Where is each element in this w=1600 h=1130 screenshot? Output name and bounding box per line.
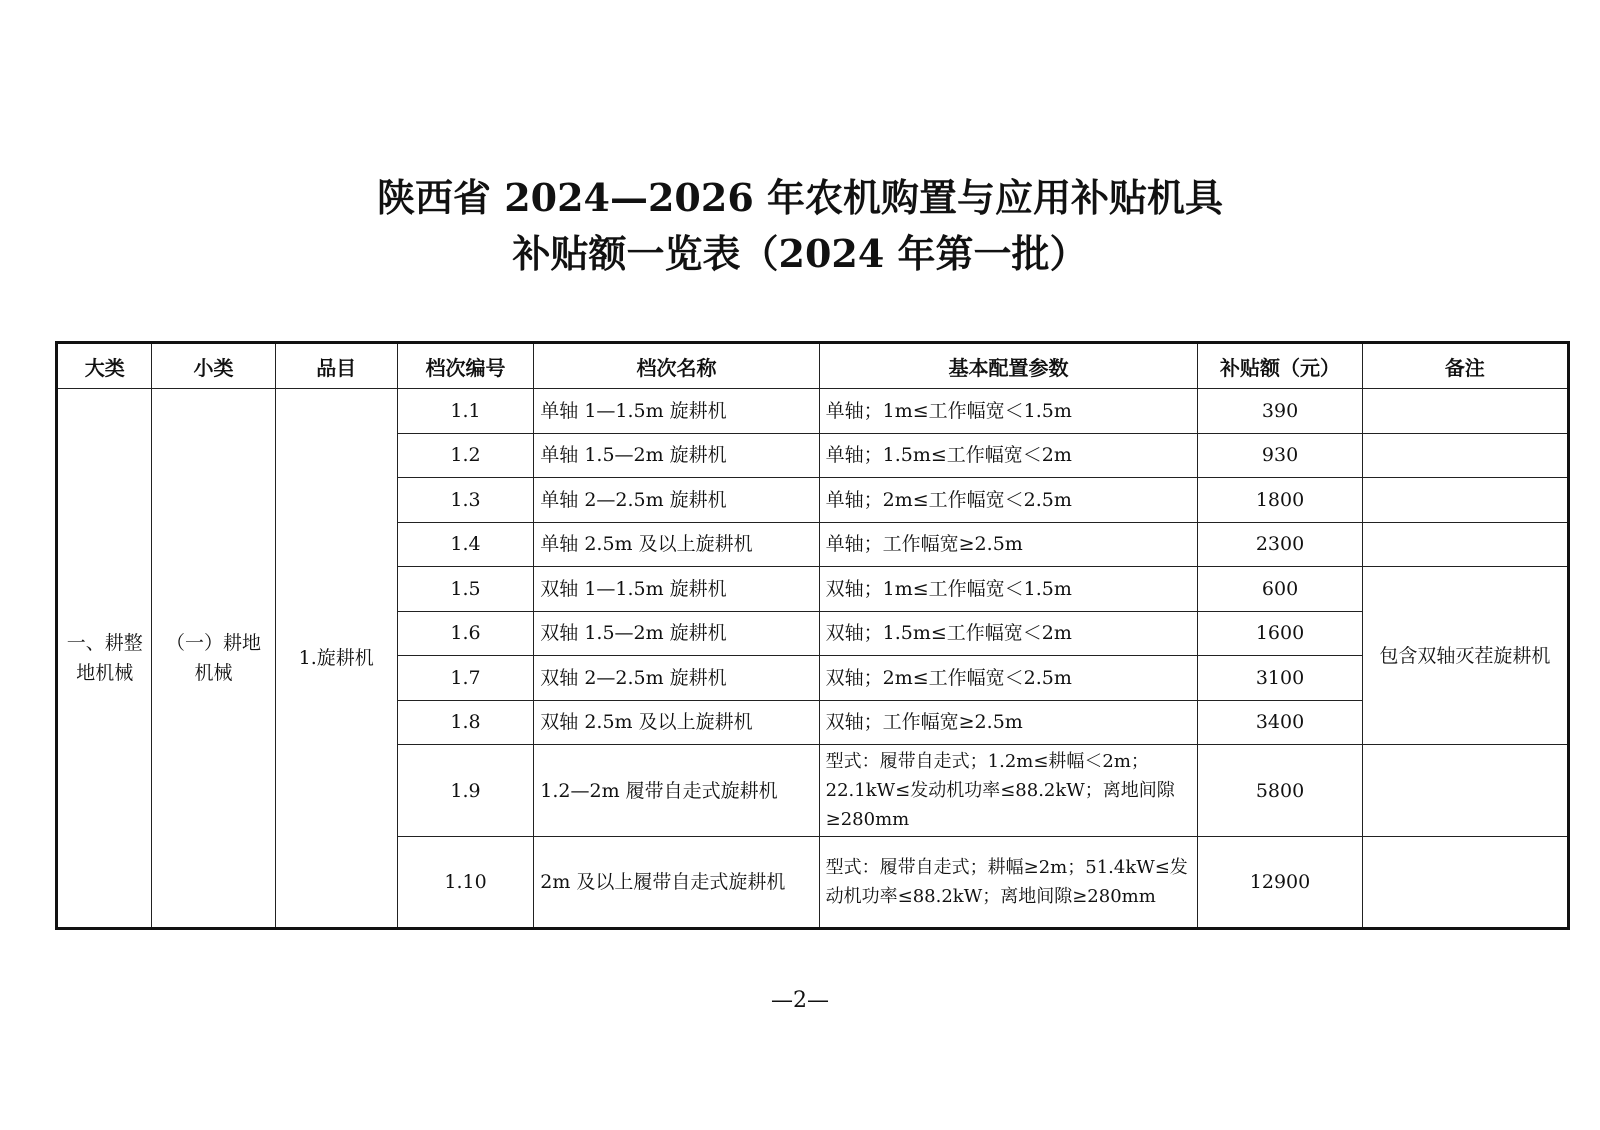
grade-params: 单轴；1.5m≤工作幅宽＜2m [819, 433, 1198, 478]
grade-name: 双轴 1—1.5m 旋耕机 [534, 567, 819, 612]
grade-name: 双轴 1.5—2m 旋耕机 [534, 611, 819, 656]
item-cell: 1.旋耕机 [275, 389, 397, 929]
grade-code: 1.2 [397, 433, 534, 478]
header-grade-code: 档次编号 [397, 343, 534, 389]
subsidy-table [55, 341, 1570, 930]
grade-code: 1.6 [397, 611, 534, 656]
grade-params: 双轴；2m≤工作幅宽＜2.5m [819, 656, 1198, 701]
remark-cell [1362, 522, 1568, 567]
table-row [57, 389, 1569, 434]
subsidy-amount: 1800 [1198, 478, 1362, 523]
subsidy-amount: 2300 [1198, 522, 1362, 567]
grade-name: 双轴 2.5m 及以上旋耕机 [534, 700, 819, 745]
subsidy-amount: 3400 [1198, 700, 1362, 745]
subcategory-cell: （一）耕地机械 [152, 389, 275, 929]
grade-name: 单轴 2.5m 及以上旋耕机 [534, 522, 819, 567]
grade-params: 型式：履带自走式；耕幅≥2m；51.4kW≤发动机功率≤88.2kW；离地间隙≥280mm [819, 837, 1198, 929]
subsidy-amount: 3100 [1198, 656, 1362, 701]
remark-cell [1362, 745, 1568, 837]
grade-name: 单轴 1.5—2m 旋耕机 [534, 433, 819, 478]
category-cell: 一、耕整地机械 [57, 389, 152, 929]
grade-code: 1.5 [397, 567, 534, 612]
grade-name: 1.2—2m 履带自走式旋耕机 [534, 745, 819, 837]
header-item: 品目 [275, 343, 397, 389]
header-subsidy: 补贴额（元） [1198, 343, 1362, 389]
grade-params: 单轴；2m≤工作幅宽＜2.5m [819, 478, 1198, 523]
subsidy-amount: 390 [1198, 389, 1362, 434]
table-header-row [57, 343, 1569, 389]
header-remark: 备注 [1362, 343, 1568, 389]
header-subcategory: 小类 [152, 343, 275, 389]
grade-params: 双轴；1.5m≤工作幅宽＜2m [819, 611, 1198, 656]
header-params: 基本配置参数 [819, 343, 1198, 389]
page-number: —2— [771, 988, 829, 1013]
title-line-1: 陕西省 2024—2026 年农机购置与应用补贴机具 [377, 175, 1223, 220]
title-line-2: 补贴额一览表（2024 年第一批） [512, 231, 1088, 276]
grade-name: 单轴 1—1.5m 旋耕机 [534, 389, 819, 434]
subsidy-amount: 5800 [1198, 745, 1362, 837]
subsidy-amount: 600 [1198, 567, 1362, 612]
grade-name: 单轴 2—2.5m 旋耕机 [534, 478, 819, 523]
grade-params: 单轴；工作幅宽≥2.5m [819, 522, 1198, 567]
grade-params: 型式：履带自走式；1.2m≤耕幅＜2m；22.1kW≤发动机功率≤88.2kW；离地间隙≥280mm [819, 745, 1198, 837]
header-category: 大类 [57, 343, 152, 389]
remark-cell [1362, 478, 1568, 523]
grade-params: 双轴；1m≤工作幅宽＜1.5m [819, 567, 1198, 612]
grade-name: 双轴 2—2.5m 旋耕机 [534, 656, 819, 701]
grade-code: 1.8 [397, 700, 534, 745]
header-grade-name: 档次名称 [534, 343, 819, 389]
document-title [0, 170, 1600, 282]
subsidy-amount: 930 [1198, 433, 1362, 478]
remark-cell [1362, 433, 1568, 478]
grade-code: 1.10 [397, 837, 534, 929]
grade-code: 1.9 [397, 745, 534, 837]
grade-code: 1.3 [397, 478, 534, 523]
grade-params: 双轴；工作幅宽≥2.5m [819, 700, 1198, 745]
remark-cell [1362, 837, 1568, 929]
grade-name: 2m 及以上履带自走式旋耕机 [534, 837, 819, 929]
grade-params: 单轴；1m≤工作幅宽＜1.5m [819, 389, 1198, 434]
grade-code: 1.4 [397, 522, 534, 567]
remark-merged-cell: 包含双轴灭茬旋耕机 [1362, 567, 1568, 745]
remark-cell [1362, 389, 1568, 434]
subsidy-amount: 12900 [1198, 837, 1362, 929]
subsidy-amount: 1600 [1198, 611, 1362, 656]
grade-code: 1.7 [397, 656, 534, 701]
grade-code: 1.1 [397, 389, 534, 434]
